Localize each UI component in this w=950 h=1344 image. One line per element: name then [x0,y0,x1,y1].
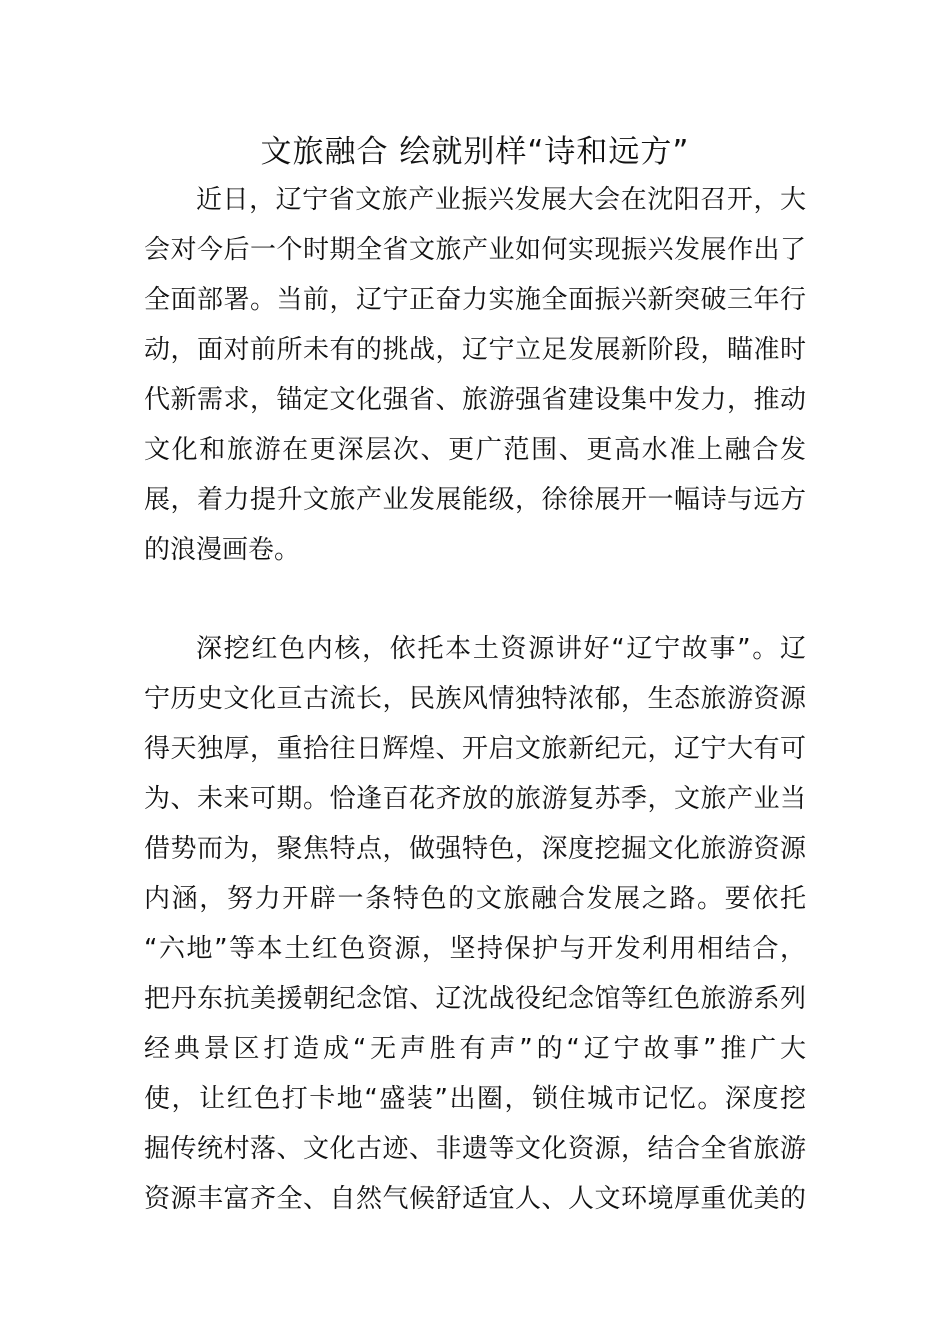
paragraph-line: 文化和旅游在更深层次、更广范围、更高水准上融合发 [144,435,806,465]
paragraph-line: 内涵，努力开辟一条特色的文旅融合发展之路。要依托 [144,884,806,914]
paragraph-line: 近日，辽宁省文旅产业振兴发展大会在沈阳召开，大 [196,185,806,215]
paragraph-line: 宁历史文化亘古流长，民族风情独特浓郁，生态旅游资源 [144,684,806,714]
paragraph-line: 会对今后一个时期全省文旅产业如何实现振兴发展作出了 [144,235,806,265]
paragraph-line: 得天独厚，重拾往日辉煌、开启文旅新纪元，辽宁大有可 [144,734,806,764]
paragraph-line: “六地”等本土红色资源，坚持保护与开发利用相结合， [144,934,806,964]
paragraph-line: 为、未来可期。恰逢百花齐放的旅游复苏季，文旅产业当 [144,784,806,814]
paragraph-line: 展，着力提升文旅产业发展能级，徐徐展开一幅诗与远方 [144,485,806,515]
document-title: 文旅融合 绘就别样“诗和远方” [260,134,690,170]
paragraph-line: 动，面对前所未有的挑战，辽宁立足发展新阶段，瞄准时 [144,335,806,365]
paragraph-line: 掘传统村落、文化古迹、非遗等文化资源，结合全省旅游 [144,1134,806,1164]
paragraph-line: 深挖红色内核，依托本土资源讲好“辽宁故事”。辽 [196,634,806,664]
paragraph-line: 经典景区打造成“无声胜有声”的“辽宁故事”推广大 [144,1034,806,1064]
paragraph-line: 资源丰富齐全、自然气候舒适宜人、人文环境厚重优美的 [144,1184,806,1214]
paragraph-line: 借势而为，聚焦特点，做强特色，深度挖掘文化旅游资源 [144,834,806,864]
paragraph-line: 使，让红色打卡地“盛装”出圈，锁住城市记忆。深度挖 [144,1084,806,1114]
paragraph-line: 代新需求，锚定文化强省、旅游强省建设集中发力，推动 [144,385,806,415]
paragraph-line: 全面部署。当前，辽宁正奋力实施全面振兴新突破三年行 [144,285,806,315]
paragraph-line: 的浪漫画卷。 [144,535,301,565]
paragraph-line: 把丹东抗美援朝纪念馆、辽沈战役纪念馆等红色旅游系列 [144,984,806,1014]
